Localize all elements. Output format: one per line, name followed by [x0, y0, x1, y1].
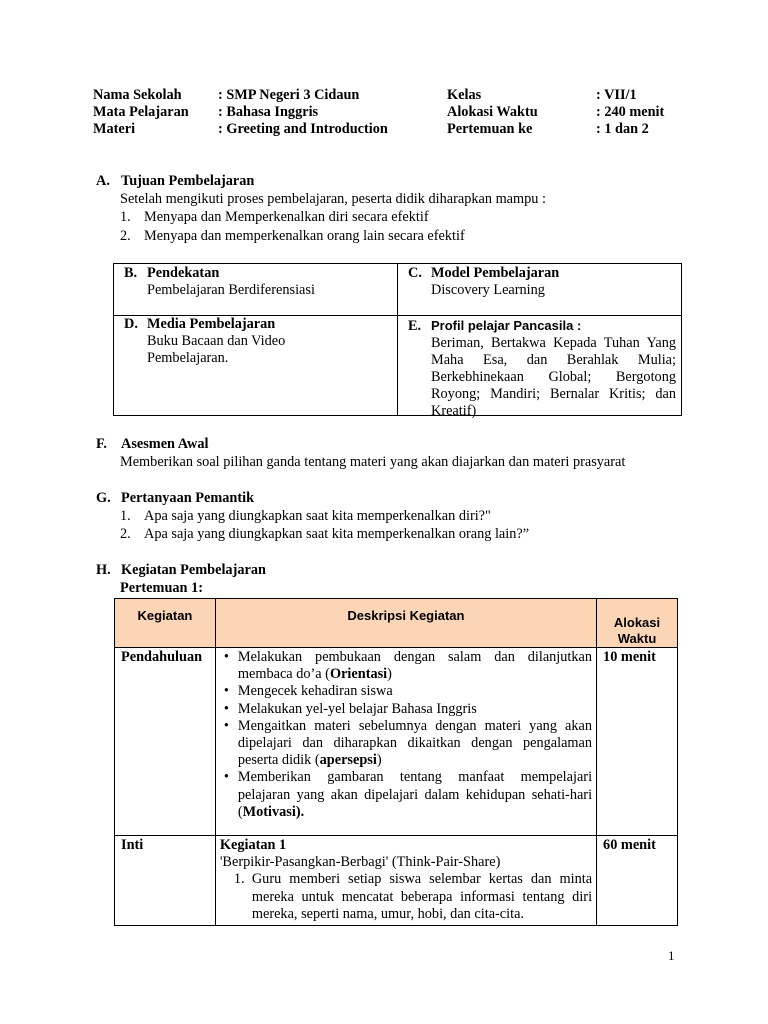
cell-title: Media Pembelajaran	[147, 316, 276, 332]
cell-title: Pendekatan	[147, 265, 220, 281]
section-title: Kegiatan Pembelajaran	[121, 562, 266, 578]
section-title: Pertanyaan Pemantik	[121, 490, 255, 506]
header-value: : Greeting and Introduction	[218, 121, 388, 137]
list-number: 1.	[120, 508, 131, 524]
list-item: • Memberikan gambaran tentang manfaat mempelajari pelajaran yang akan dipelajari dalam kehidupan sehati-hari (Motivasi).	[238, 769, 592, 821]
table-cell-deskripsi	[215, 836, 596, 926]
list-text: Menyapa dan Memperkenalkan diri secara efektif	[144, 209, 429, 225]
table-cell-kegiatan: Pendahuluan	[115, 648, 216, 836]
table-header-row	[115, 599, 678, 648]
section-h-subtitle: Pertemuan 1:	[120, 580, 203, 596]
section-letter: A.	[96, 173, 110, 189]
list-text: Menyapa dan memperkenalkan orang lain secara efektif	[144, 228, 465, 244]
cell-title: Model Pembelajaran	[431, 265, 560, 281]
section-title: Asesmen Awal	[121, 436, 209, 452]
section-letter: G.	[96, 490, 111, 506]
list-item: • Mengaitkan materi sebelumnya dengan materi yang akan dipelajari dan diharapkan dikaitkan dengan pengalaman peserta didik (apersepsi)	[238, 718, 592, 770]
table-cell-deskripsi	[215, 648, 596, 836]
activity-subtitle: Kegiatan 1	[219, 837, 287, 854]
list-item: • Melakukan pembukaan dengan salam dan dilanjutkan membaca do’a (Orientasi)	[238, 649, 592, 683]
cell-profil	[408, 317, 676, 420]
table-cell-waktu: 10 menit	[597, 648, 678, 836]
list-item: • Mengecek kehadiran siswa	[238, 683, 592, 700]
list-text: Apa saja yang diungkapkan saat kita memperkenalkan orang lain?”	[144, 526, 530, 542]
header-label: Pertemuan ke	[447, 121, 533, 137]
cell-body: Beriman, Bertakwa Kepada Tuhan Yang Maha Esa, dan Berahlak Mulia; Berkebhinekaan Global; Bergotong Royong; Mandiri; Bernalar Kritis; dan Kreatif)	[431, 335, 676, 419]
section-h-heading	[96, 561, 266, 579]
cell-letter: D.	[124, 316, 138, 332]
grid-divider	[397, 264, 398, 415]
table-cell-waktu: 60 menit	[597, 836, 678, 926]
header-label: Mata Pelajaran	[93, 104, 189, 120]
activity-list	[220, 649, 596, 821]
table-header: Deskripsi Kegiatan	[215, 599, 596, 648]
list-item	[120, 227, 465, 245]
table-header: Alokasi Waktu	[597, 599, 678, 648]
list-item: • Melakukan yel-yel belajar Bahasa Inggris	[238, 701, 592, 718]
cell-media	[124, 316, 324, 367]
header-value: : SMP Negeri 3 Cidaun	[218, 87, 360, 103]
header-value: : Bahasa Inggris	[218, 104, 319, 120]
cell-letter: B.	[124, 265, 138, 281]
header-label: Materi	[93, 121, 136, 137]
section-f-heading	[96, 435, 209, 453]
activity-table	[114, 598, 678, 926]
header-label: Nama Sekolah	[93, 87, 182, 103]
activity-subtitle-2: 'Berpikir-Pasangkan-Berbagi' (Think-Pair-Share)	[219, 854, 501, 871]
section-letter: H.	[96, 562, 111, 578]
list-item: 1. Guru memberi setiap siswa selembar kertas dan minta mereka untuk mencatat beberapa informasi tentang diri mereka, seperti nama, umur, hobi, dan cita-cita.	[233, 871, 593, 922]
cell-letter: C.	[408, 265, 422, 281]
section-a-intro: Setelah mengikuti proses pembelajaran, peserta didik diharapkan mampu :	[120, 191, 546, 207]
table-header: Kegiatan	[115, 599, 216, 648]
section-a-heading	[96, 172, 254, 190]
cell-body: Buku Bacaan dan Video Pembelajaran.	[147, 333, 286, 366]
table-row	[115, 836, 678, 926]
section-g-heading	[96, 489, 254, 507]
header-label: Kelas	[447, 87, 482, 103]
list-number: 2.	[120, 228, 131, 244]
list-text: Apa saja yang diungkapkan saat kita memperkenalkan diri?"	[144, 508, 491, 524]
header-label: Alokasi Waktu	[447, 104, 538, 120]
section-f-text: Memberikan soal pilihan ganda tentang materi yang akan diajarkan dan materi prasyarat	[120, 454, 626, 470]
list-number: 1.	[120, 209, 131, 225]
cell-model	[408, 265, 676, 299]
table-row	[115, 648, 678, 836]
section-letter: F.	[96, 436, 107, 452]
header-value: : 1 dan 2	[596, 121, 649, 137]
activity-steps	[220, 871, 596, 923]
cell-title: Profil pelajar Pancasila :	[431, 318, 582, 333]
cell-body: Discovery Learning	[431, 282, 545, 298]
list-item	[120, 208, 429, 226]
list-item	[120, 525, 529, 543]
cell-pendekatan	[124, 265, 389, 299]
cell-letter: E.	[408, 318, 422, 334]
list-item	[120, 507, 491, 525]
section-title: Tujuan Pembelajaran	[121, 173, 255, 189]
list-number: 2.	[120, 526, 131, 542]
cell-body: Pembelajaran Berdiferensiasi	[147, 282, 315, 298]
table-cell-kegiatan: Inti	[115, 836, 216, 926]
header-value: : VII/1	[596, 87, 637, 103]
info-grid	[113, 263, 682, 419]
header-value: : 240 menit	[596, 104, 665, 120]
page-number: 1	[668, 948, 675, 963]
